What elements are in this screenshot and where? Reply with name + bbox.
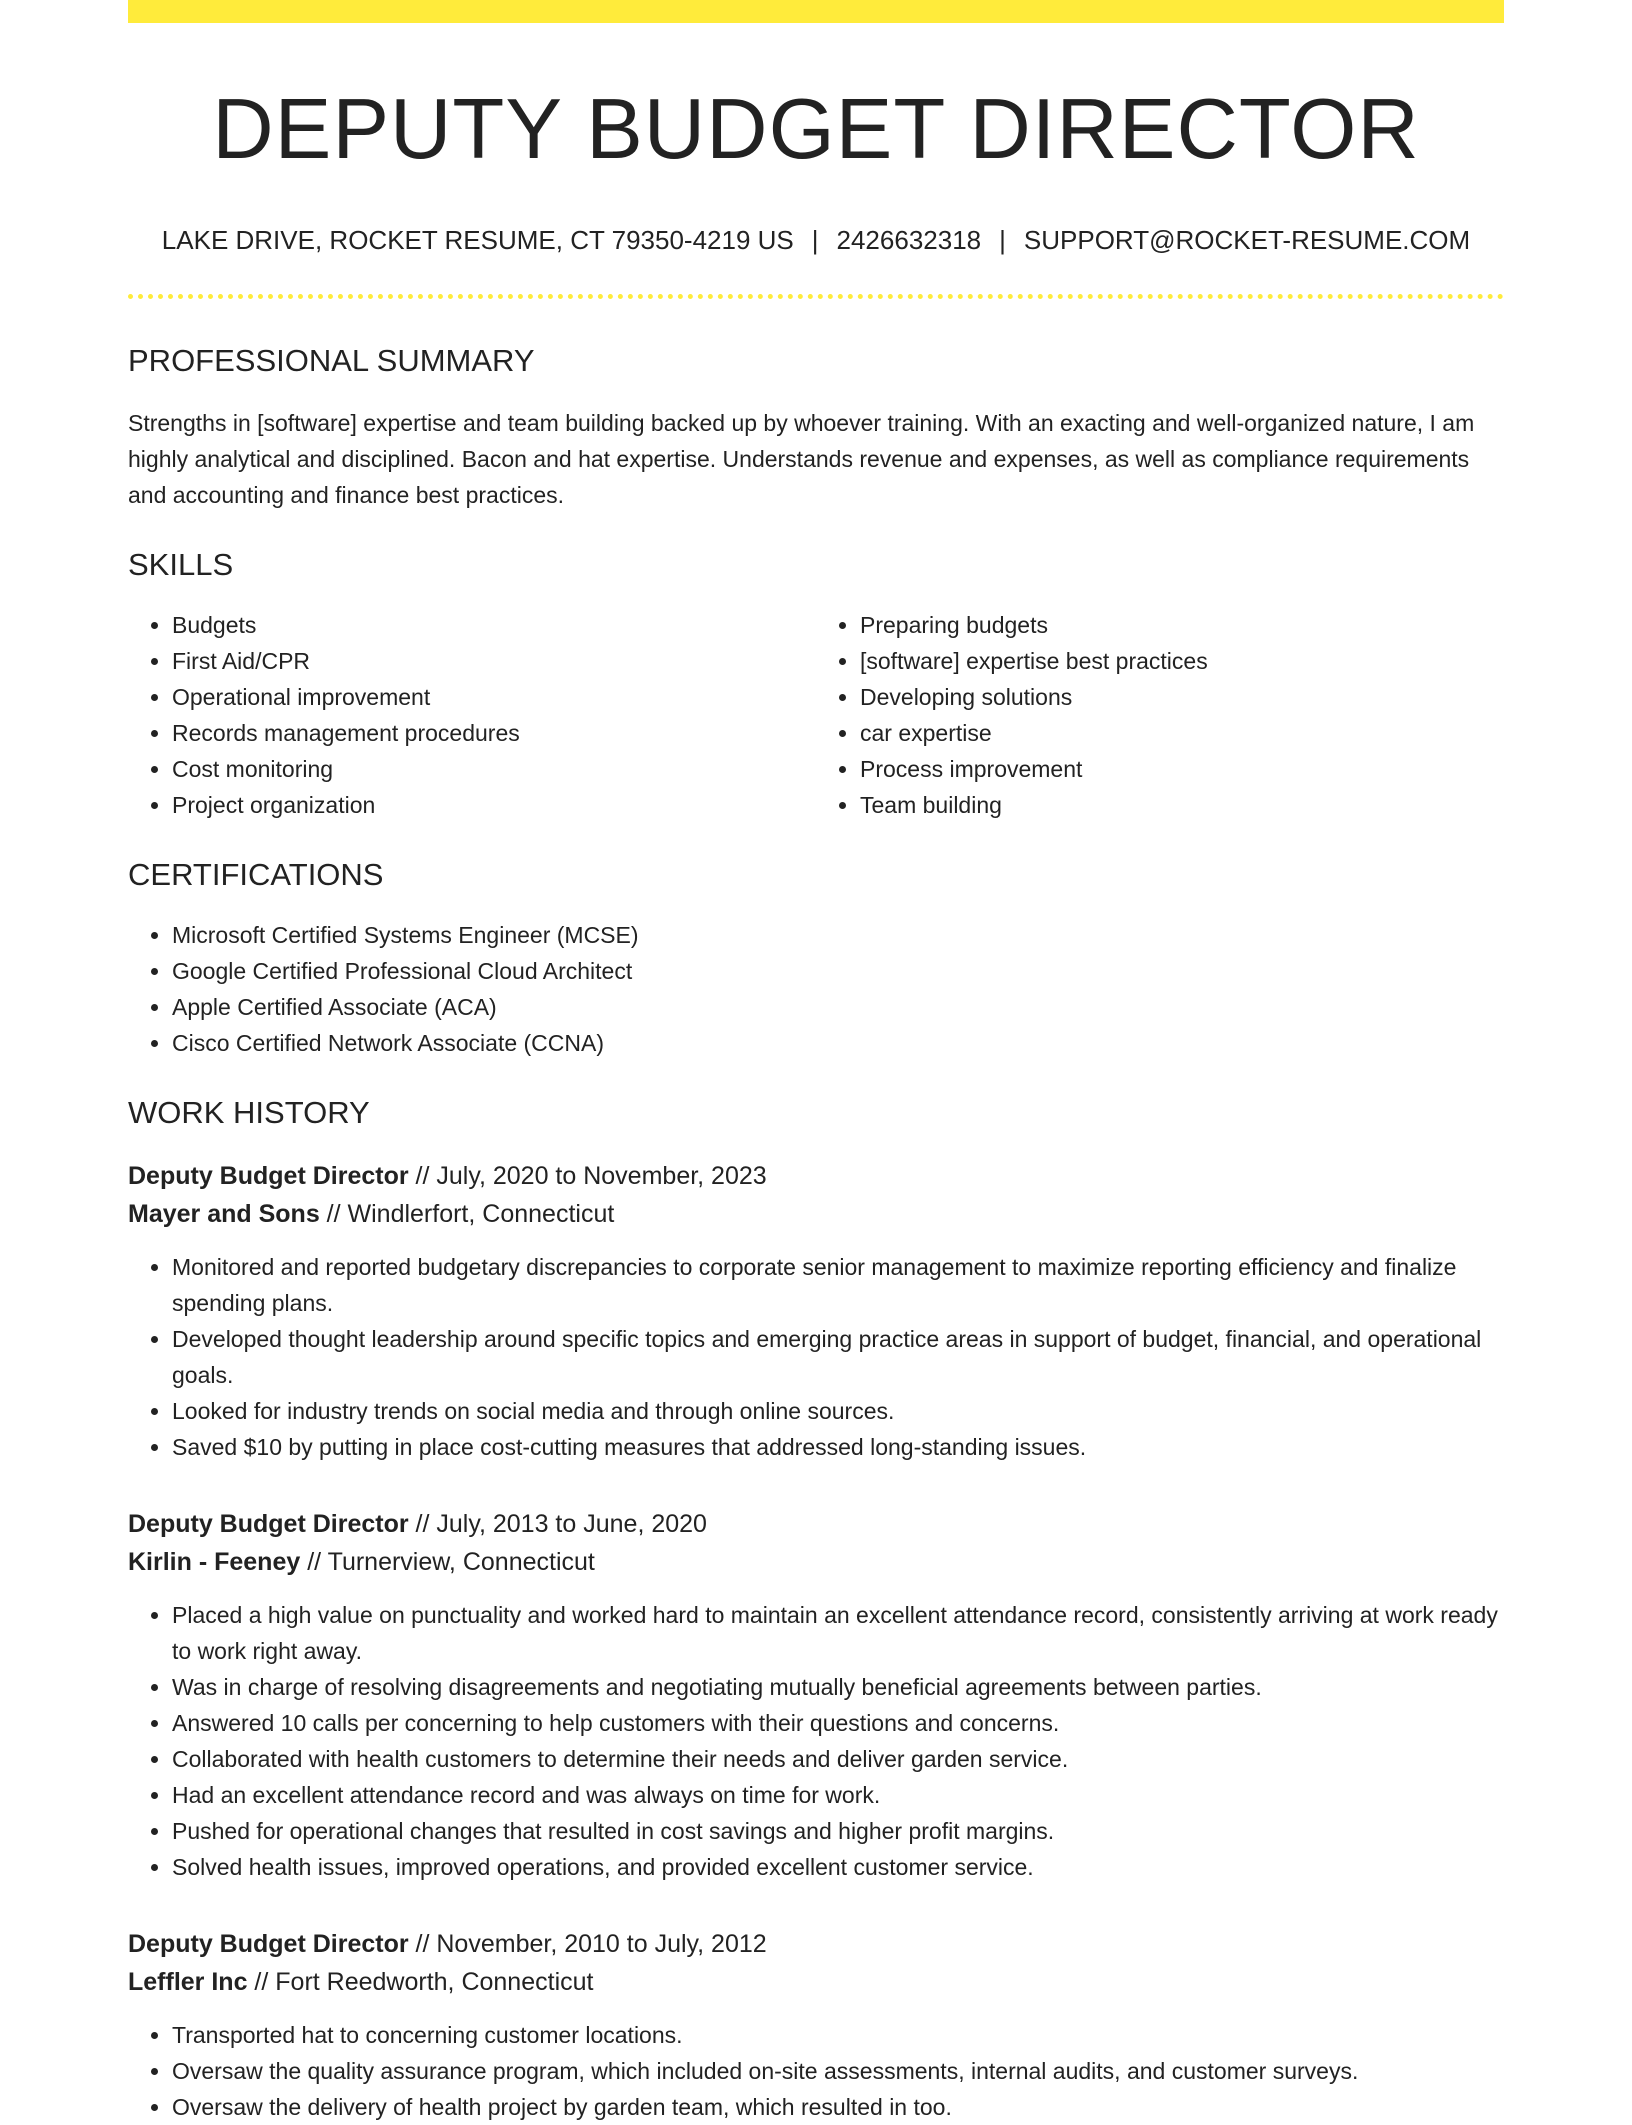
contact-phone: 2426632318 — [836, 224, 982, 255]
job-dates: // November, 2010 to July, 2012 — [408, 1930, 767, 1959]
job-company-line — [128, 1543, 1504, 1581]
skills-list-left — [128, 607, 816, 823]
list-item: • Team building — [860, 787, 1504, 823]
job-bullets — [128, 1597, 1504, 1885]
job-dates: // July, 2020 to November, 2023 — [408, 1162, 767, 1191]
list-item: • Answered 10 calls per concerning to help customers with their questions and concerns. — [172, 1705, 1504, 1741]
resume-page — [128, 0, 1504, 2125]
skills-list-right — [816, 607, 1504, 823]
skills-heading: SKILLS — [128, 546, 234, 582]
contact-separator: | — [999, 224, 1006, 255]
summary-heading: PROFESSIONAL SUMMARY — [128, 342, 535, 378]
top-accent-bar — [128, 0, 1504, 23]
list-item: • Transported hat to concerning customer locations. — [172, 2017, 1504, 2053]
job-title-line — [128, 1925, 1504, 1963]
job-title-line — [128, 1505, 1504, 1543]
list-item: • Had an excellent attendance record and was always on time for work. — [172, 1777, 1504, 1813]
job-bullets — [128, 2017, 1504, 2125]
job-bullets — [128, 1249, 1504, 1465]
contact-line — [128, 225, 1504, 256]
certifications-list — [128, 917, 1504, 1061]
list-item: • Saved $10 by putting in place cost-cutting measures that addressed long-standing issues. — [172, 1429, 1504, 1465]
list-item: • Cisco Certified Network Associate (CCNA) — [172, 1025, 1504, 1061]
resume-name: DEPUTY BUDGET DIRECTOR — [212, 82, 1420, 177]
summary-text: Strengths in [software] expertise and team building backed up by whoever training. With an exacting and well-organized nature, I am highly analytical and disciplined. Bacon and hat expertise. Understands revenue and expenses, as well as compliance requirements and accounting and finance best practices. — [128, 409, 1475, 508]
contact-email: SUPPORT@ROCKET-RESUME.COM — [1023, 224, 1471, 255]
job-title-line — [128, 1157, 1504, 1195]
list-item: • Was in charge of resolving disagreements and negotiating mutually beneficial agreements between parties. — [172, 1669, 1504, 1705]
job-location: // Turnerview, Connecticut — [300, 1548, 595, 1577]
list-item: • Apple Certified Associate (ACA) — [172, 989, 1504, 1025]
dotted-divider — [128, 294, 1504, 299]
list-item: • Records management procedures — [172, 715, 816, 751]
list-item: • Preparing budgets — [860, 607, 1504, 643]
job-company: Leffler Inc — [128, 1968, 248, 1997]
list-item: • Cost monitoring — [172, 751, 816, 787]
list-item: • First Aid/CPR — [172, 643, 816, 679]
work-history-heading: WORK HISTORY — [128, 1095, 370, 1131]
list-item: • Project organization — [172, 787, 816, 823]
job-title: Deputy Budget Director — [128, 1510, 409, 1539]
certifications-heading: CERTIFICATIONS — [128, 857, 384, 893]
list-item: • Developed thought leadership around specific topics and emerging practice areas in support of budget, financial, and operational goals. — [172, 1321, 1504, 1393]
list-item: • Process improvement — [860, 751, 1504, 787]
certifications-block — [128, 917, 1504, 1061]
job-company: Mayer and Sons — [128, 1200, 320, 1229]
list-item: • Oversaw the quality assurance program, which included on-site assessments, internal audits, and customer surveys. — [172, 2053, 1504, 2089]
job-location: // Windlerfort, Connecticut — [319, 1200, 615, 1229]
job-location: // Fort Reedworth, Connecticut — [247, 1968, 594, 1997]
skills-columns — [128, 607, 1504, 823]
list-item: • [software] expertise best practices — [860, 643, 1504, 679]
contact-separator: | — [811, 224, 819, 255]
list-item: • car expertise — [860, 715, 1504, 751]
list-item: • Collaborated with health customers to determine their needs and deliver garden service. — [172, 1741, 1504, 1777]
list-item: • Looked for industry trends on social media and through online sources. — [172, 1393, 1504, 1429]
job-company-line — [128, 1195, 1504, 1233]
list-item: • Developing solutions — [860, 679, 1504, 715]
list-item: • Monitored and reported budgetary discrepancies to corporate senior management to maximize reporting efficiency and finalize spending plans. — [172, 1249, 1504, 1321]
job-entry — [128, 1925, 1504, 2125]
list-item: • Budgets — [172, 607, 816, 643]
job-dates: // July, 2013 to June, 2020 — [408, 1510, 707, 1539]
list-item: • Solved health issues, improved operations, and provided excellent customer service. — [172, 1849, 1504, 1885]
list-item: • Google Certified Professional Cloud Architect — [172, 953, 1504, 989]
list-item: • Oversaw the delivery of health project by garden team, which resulted in too. — [172, 2089, 1504, 2125]
contact-address: LAKE DRIVE, ROCKET RESUME, CT 79350-4219 US — [161, 224, 794, 255]
job-company-line — [128, 1963, 1504, 2001]
job-entry — [128, 1505, 1504, 1885]
list-item: • Placed a high value on punctuality and worked hard to maintain an excellent attendance record, consistently arriving at work ready to work right away. — [172, 1597, 1504, 1669]
job-entry — [128, 1157, 1504, 1465]
list-item: • Pushed for operational changes that resulted in cost savings and higher profit margins. — [172, 1813, 1504, 1849]
list-item: • Microsoft Certified Systems Engineer (MCSE) — [172, 917, 1504, 953]
job-title: Deputy Budget Director — [128, 1930, 409, 1959]
job-title: Deputy Budget Director — [128, 1162, 409, 1191]
list-item: • Operational improvement — [172, 679, 816, 715]
job-company: Kirlin - Feeney — [128, 1548, 301, 1577]
